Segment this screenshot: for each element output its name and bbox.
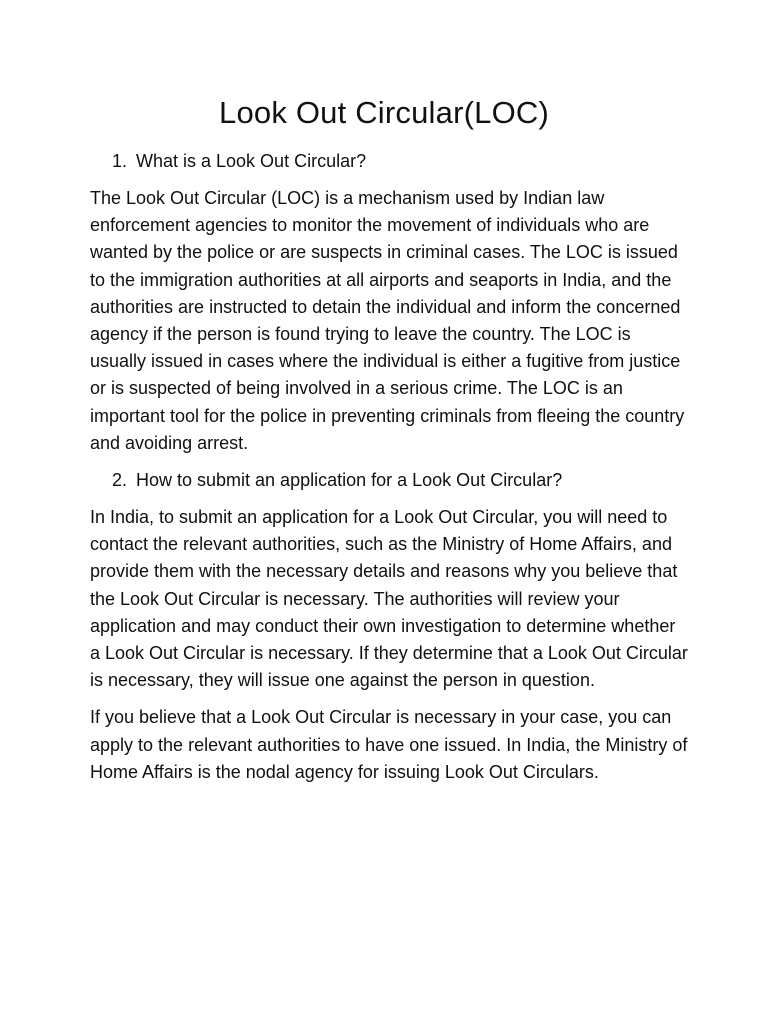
question-text: What is a Look Out Circular? <box>136 151 367 171</box>
paragraph: The Look Out Circular (LOC) is a mechanism used by Indian law enforcement agencies to monitor the movement of individuals who are wanted by the police or are suspects in criminal cases. The LOC is issued to the immigration authorities at all airports and seaports in India, and the authorities are instructed to detain the individual and inform the concerned agency if the person is found trying to leave the country. The LOC is usually issued in cases where the individual is either a fugitive from justice or is suspected of being involved in a serious crime. The LOC is an important tool for the police in preventing criminals from fleeing the country and avoiding arrest. <box>90 188 685 453</box>
section-heading-1 <box>90 148 690 175</box>
paragraph: In India, to submit an application for a Look Out Circular, you will need to contact the relevant authorities, such as the Ministry of Home Affairs, and provide them with the necessary details and reasons why you believe that the Look Out Circular is necessary. The authorities will review your application and may conduct their own investigation to determine whether a Look Out Circular is necessary. If they determine that a Look Out Circular is necessary, they will issue one against the person in question. <box>90 507 688 691</box>
paragraph: If you believe that a Look Out Circular is necessary in your case, you can apply to the relevant authorities to have one issued. In India, the Ministry of Home Affairs is the nodal agency for issuing Look Out Circulars. <box>90 707 688 782</box>
question-text: How to submit an application for a Look Out Circular? <box>136 470 563 491</box>
list-number: 2. <box>112 470 128 491</box>
document-title: Look Out Circular(LOC) <box>219 95 549 130</box>
document-body <box>90 148 690 796</box>
list-number: 1. <box>112 151 128 171</box>
section-heading-2 <box>90 467 690 494</box>
